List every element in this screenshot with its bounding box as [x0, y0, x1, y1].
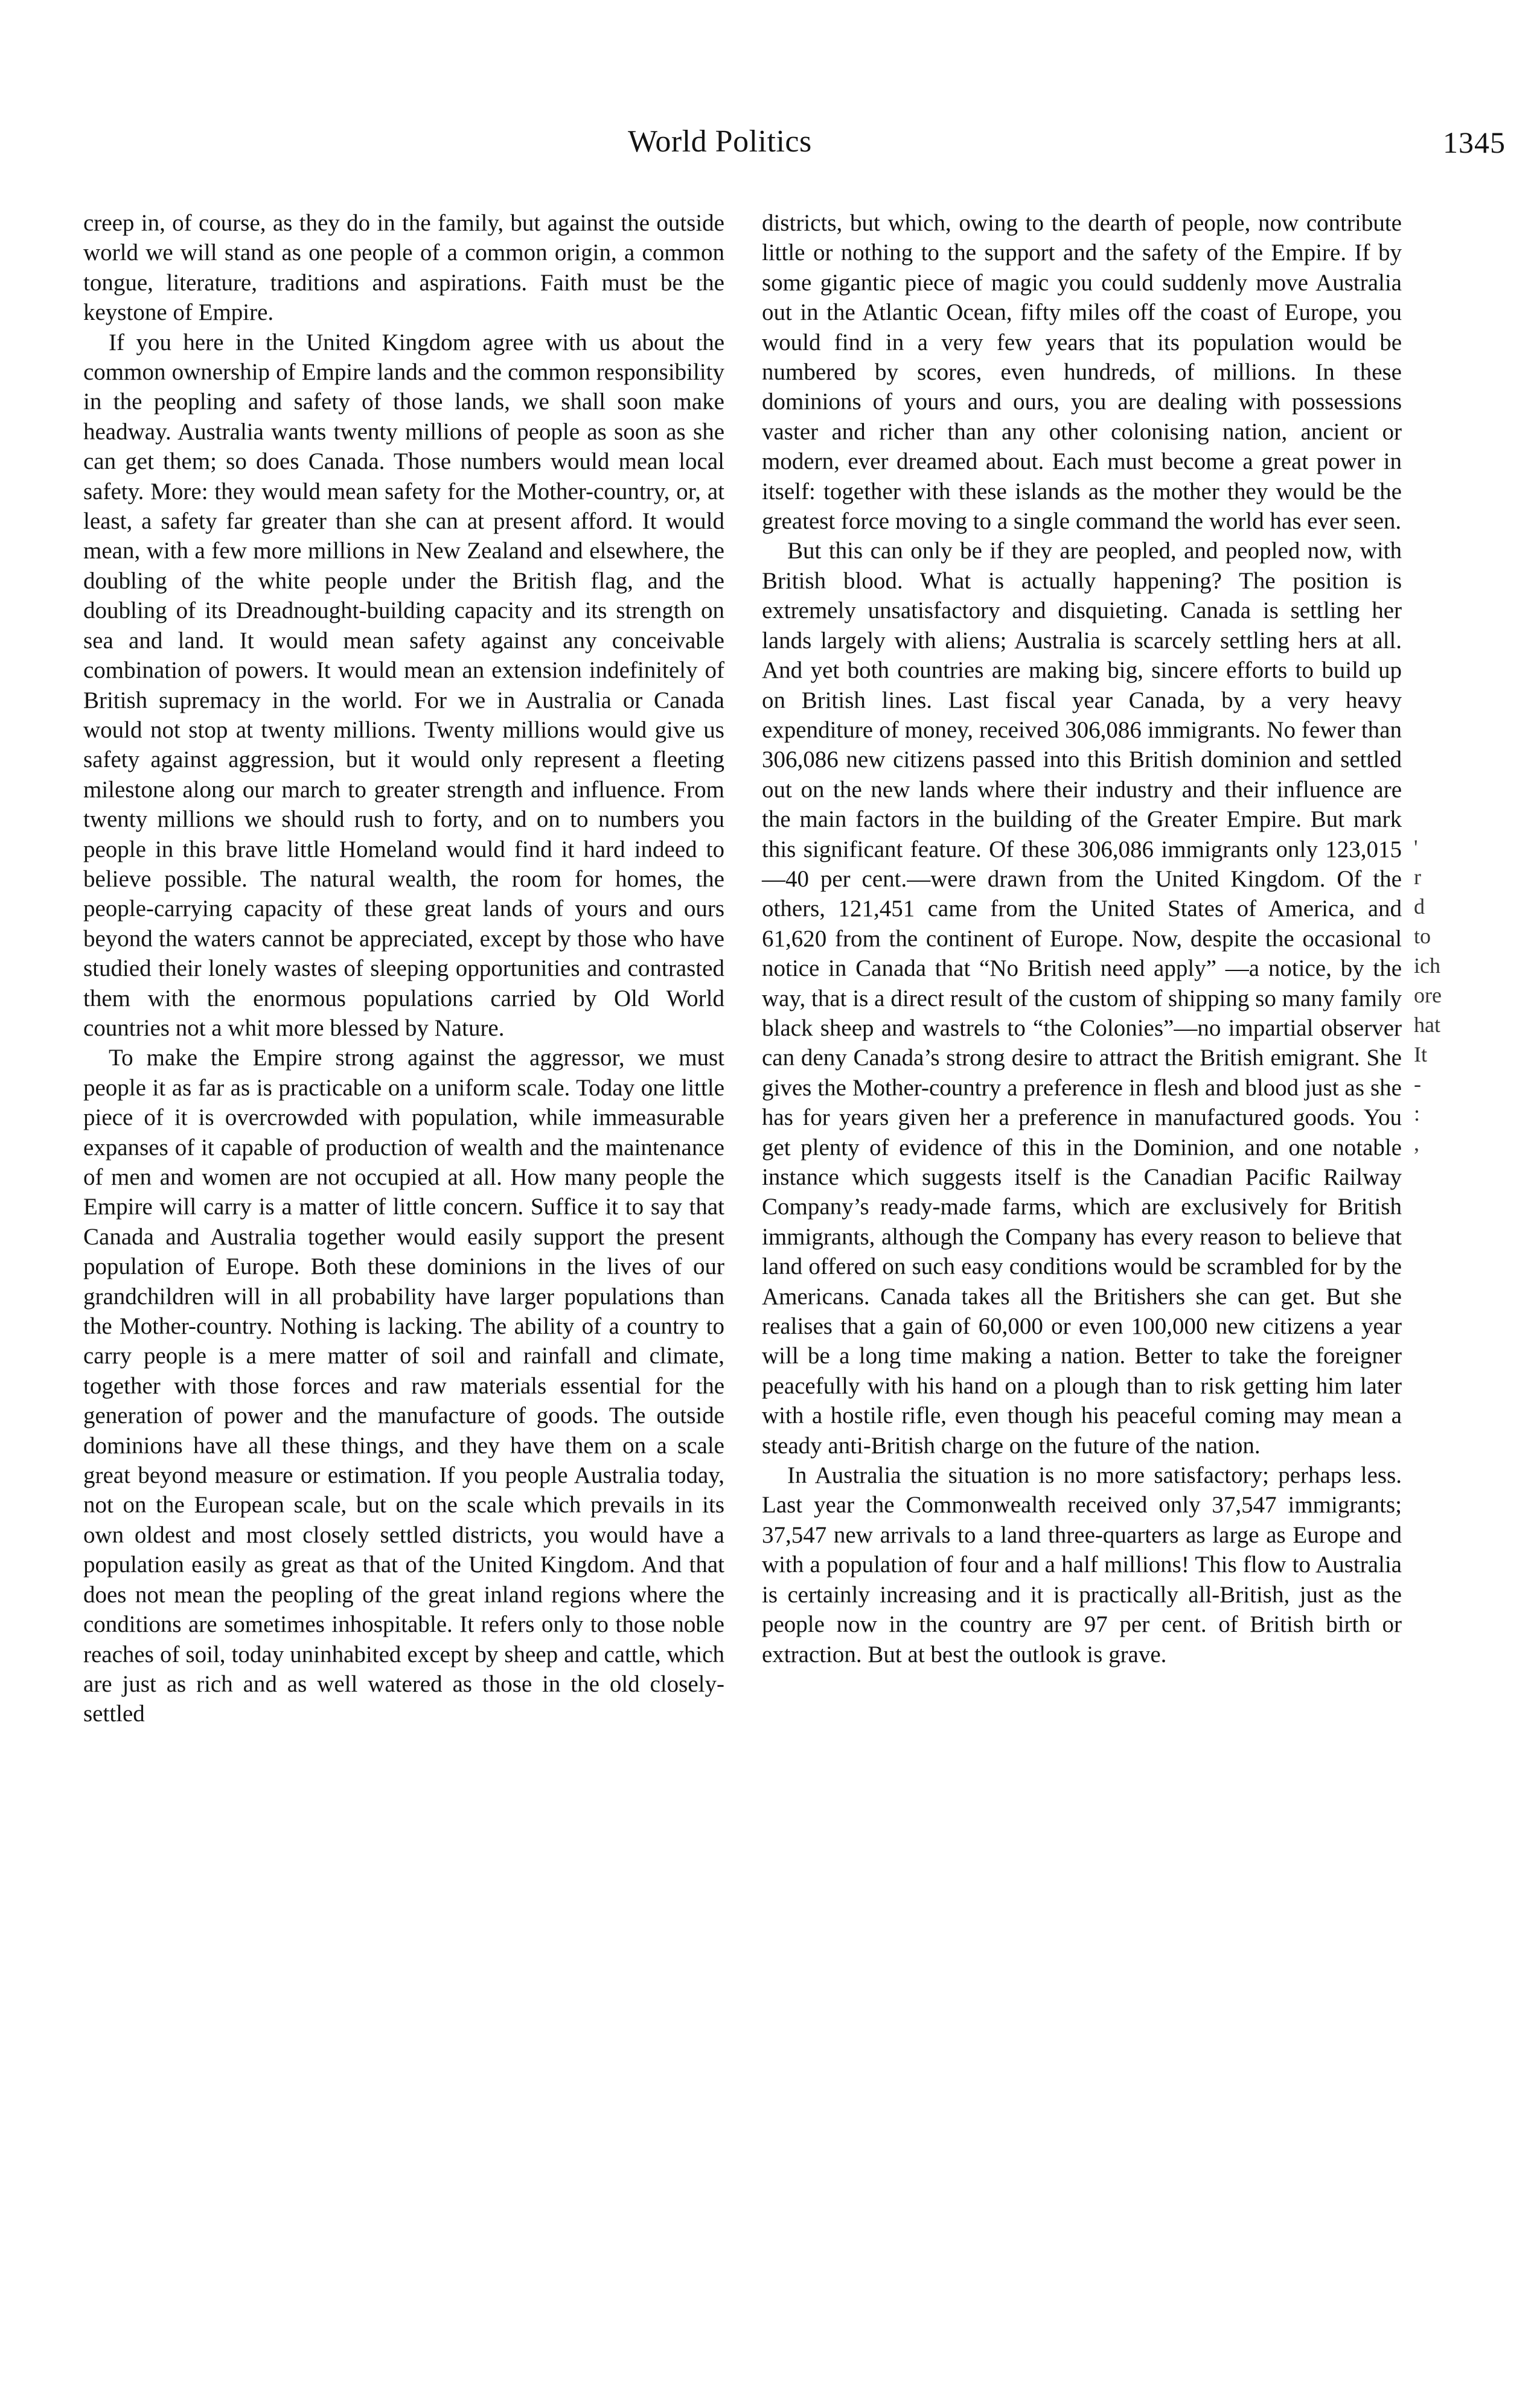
paragraph: In Australia the situation is no more satisfactory; perhaps less. Last year the Commonwealth received only 37,547 immigrants; 37,547 new arrivals to a land three-quarters as large as Europe and with a population of four and a half millions! This flow to Australia is certainly increasing and it is practically all-British, just as the people now in the country are 97 per cent. of British birth or extraction. But at best the outlook is grave. [762, 1462, 1402, 1667]
margin-fragment: It [1414, 1042, 1427, 1066]
paragraph: To make the Empire strong against the aggressor, we must people it as far as is practicable on a uniform scale. Today one little piece of it is overcrowded with population, while immeasurable expanses of it capable of production of wealth and the maintenance of men and women are not occupied at all. How many people the Empire will carry is a matter of little concern. Suffice it to say that Canada and Australia together would easily support the present population of Europe. Both these dominions in the lives of our grandchildren will in all probability have larger populations than the Mother-country. Nothing is lacking. The ability of a country to carry people is a mere matter of soil and rainfall and climate, together with those forces and raw materials essential for the generation of power and the manufacture of goods. The outside dominions have all these things, and they have them on a scale great beyond measure or estimation. If you people Australia today, not on the European scale, but on the scale which prevails in its own oldest and most closely settled districts, you would have a population easily as great as that of the United Kingdom. And that does not mean the peopling of the great inland regions where the conditions are sometimes inhospitable. It refers only to those noble reaches of soil, today uninhabited except by sheep and cattle, which are just as rich and as well watered as those in the old closely-settled [83, 1045, 724, 1727]
margin-fragment: to [1414, 924, 1431, 948]
margin-fragment: ' [1414, 835, 1418, 859]
margin-fragment: , [1414, 1131, 1419, 1155]
margin-fragment: ore [1414, 983, 1442, 1007]
paragraph: districts, but which, owing to the dearth of people, now contribute little or nothing to the support and the safety of the Empire. If by some gigantic piece of magic you could suddenly move Australia out in the Atlantic Ocean, fifty miles off the coast of Europe, you would find in a very few years that its population would be numbered by scores, even hundreds, of millions. In these dominions of yours and ours, you are dealing with possessions vaster and richer than any other colonising nation, ancient or modern, ever dreamed about. Each must become a great power in itself: together with these islands as the mother they would be the greatest force moving to a single command the world has ever seen. [762, 210, 1402, 535]
running-head [0, 124, 1534, 172]
paragraph: But this can only be if they are peopled, and peopled now, with British blood. What is actually happening? The position is extremely unsatisfactory and disquieting. Canada is settling her lands largely with aliens; Australia is scarcely settling hers at all. And yet both countries are making big, sincere efforts to build up on British lines. Last fiscal year Canada, by a very heavy expenditure of money, received 306,086 immigrants. No fewer than 306,086 new citizens passed into this British dominion and settled out on the new lands where their industry and their influence are the main factors in the building of the Greater Empire. But mark this significant feature. Of these 306,086 immigrants only 123,015—40 per cent.—were drawn from the United Kingdom. Of the others, 121,451 came from the United States of America, and 61,620 from the continent of Europe. Now, despite the occasional notice in Canada that “No British need apply” —a notice, by the way, that is a direct result of the custom of shipping so many family black sheep and wastrels to “the Colonies”—no impartial observer can deny Canada’s strong desire to attract the British emigrant. She gives the Mother-country a preference in flesh and blood just as she has for years given her a preference in manufactured goods. You get plenty of evidence of this in the Dominion, and one notable instance which suggests itself is the Canadian Pacific Railway Company’s ready-made farms, which are exclusively for British immigrants, although the Company has every reason to believe that land offered on such easy conditions would be scrambled for by the Americans. Canada takes all the Britishers she can get. But she realises that a gain of 60,000 or even 100,000 new citizens a year will be a long time making a nation. Better to take the foreigner peacefully with his hand on a plough than to risk getting him later with a hostile rifle, even though his peaceful coming may mean a steady anti-British charge on the future of the nation. [762, 538, 1402, 1459]
page-number: 1345 [1443, 126, 1506, 159]
margin-fragments [1414, 833, 1450, 1158]
paragraph: creep in, of course, as they do in the family, but against the outside world we will stand as one people of a common origin, a common tongue, literature, traditions and aspirations. Faith must be the keystone of Empire. [83, 210, 724, 326]
paragraph: If you here in the United Kingdom agree with us about the common ownership of Empire lands and the common responsibility in the peopling and safety of those lands, we shall soon make headway. Australia wants twenty millions of people as soon as she can get them; so does Canada. Those numbers would mean local safety. More: they would mean safety for the Mother-country, or, at least, a safety far greater than she can at present afford. It would mean, with a few more millions in New Zealand and elsewhere, the doubling of the white people under the British flag, and the doubling of its Dreadnought-building capacity and its strength on sea and land. It would mean safety against any conceivable combination of powers. It would mean an extension indefinitely of British supremacy in the world. For we in Australia or Canada would not stop at twenty millions. Twenty millions would give us safety against aggression, but it would only represent a fleeting milestone along our march to greater strength and influence. From twenty millions we should rush to forty, and on to numbers you people in this brave little Homeland would find it hard indeed to believe possible. The natural wealth, the room for homes, the people-carrying capacity of these great lands of yours and ours beyond the waters cannot be appreciated, except by those who have studied their lonely wastes of sleeping opportunities and contrasted them with the enormous populations carried by Old World countries not a whit more blessed by Nature. [83, 329, 724, 1041]
margin-fragment: d [1414, 894, 1425, 919]
left-column [83, 208, 724, 1729]
margin-fragment: ich [1414, 954, 1440, 978]
right-column [762, 208, 1402, 1669]
margin-fragment: r [1414, 865, 1421, 889]
margin-fragment: - [1414, 1072, 1421, 1096]
running-title: World Politics [628, 124, 812, 159]
margin-fragment: : [1414, 1101, 1421, 1126]
margin-fragment: hat [1414, 1013, 1440, 1037]
